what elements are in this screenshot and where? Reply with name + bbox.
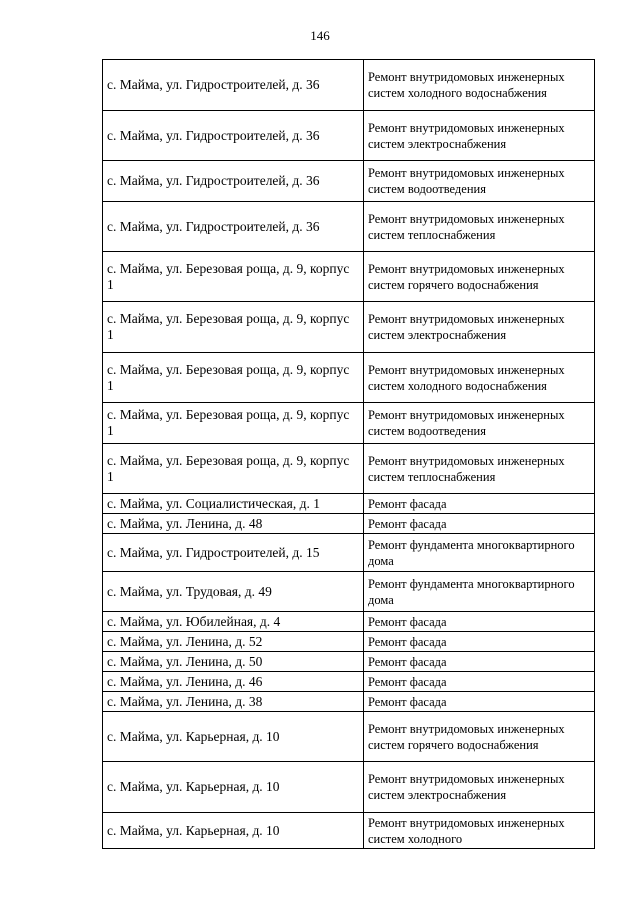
work-type-cell: Ремонт фасада — [364, 672, 595, 692]
work-type-cell: Ремонт внутридомовых инженерных систем электроснабжения — [364, 302, 595, 353]
address-cell: с. Майма, ул. Карьерная, д. 10 — [103, 712, 364, 762]
work-type-cell: Ремонт фасада — [364, 494, 595, 514]
page-number: 146 — [310, 28, 330, 43]
work-type-cell: Ремонт внутридомовых инженерных систем теплоснабжения — [364, 202, 595, 252]
work-type-cell: Ремонт внутридомовых инженерных систем электроснабжения — [364, 111, 595, 161]
work-type-cell: Ремонт фасада — [364, 612, 595, 632]
table-row — [103, 444, 595, 494]
table-row — [103, 494, 595, 514]
table-row — [103, 672, 595, 692]
work-type-cell: Ремонт внутридомовых инженерных систем холодного — [364, 813, 595, 849]
table-row — [103, 572, 595, 612]
address-cell: с. Майма, ул. Карьерная, д. 10 — [103, 813, 364, 849]
address-cell: с. Майма, ул. Березовая роща, д. 9, корпус 1 — [103, 302, 364, 353]
address-cell: с. Майма, ул. Карьерная, д. 10 — [103, 762, 364, 813]
work-type-cell: Ремонт фундамента многоквартирного дома — [364, 534, 595, 572]
address-cell: с. Майма, ул. Гидростроителей, д. 36 — [103, 111, 364, 161]
address-cell: с. Майма, ул. Ленина, д. 38 — [103, 692, 364, 712]
address-cell: с. Майма, ул. Гидростроителей, д. 36 — [103, 161, 364, 202]
table-row — [103, 202, 595, 252]
work-type-cell: Ремонт внутридомовых инженерных систем водоотведения — [364, 403, 595, 444]
work-type-cell: Ремонт внутридомовых инженерных систем горячего водоснабжения — [364, 712, 595, 762]
table-row — [103, 632, 595, 652]
table-row — [103, 692, 595, 712]
work-type-cell: Ремонт внутридомовых инженерных систем теплоснабжения — [364, 444, 595, 494]
work-type-cell: Ремонт фундамента многоквартирного дома — [364, 572, 595, 612]
table-row — [103, 353, 595, 403]
address-cell: с. Майма, ул. Ленина, д. 46 — [103, 672, 364, 692]
address-cell: с. Майма, ул. Трудовая, д. 49 — [103, 572, 364, 612]
address-cell: с. Майма, ул. Березовая роща, д. 9, корпус 1 — [103, 353, 364, 403]
table-row — [103, 712, 595, 762]
work-type-cell: Ремонт внутридомовых инженерных систем водоотведения — [364, 161, 595, 202]
repair-table — [102, 59, 595, 849]
address-cell: с. Майма, ул. Гидростроителей, д. 36 — [103, 202, 364, 252]
table-row — [103, 161, 595, 202]
table-row — [103, 534, 595, 572]
table-row — [103, 762, 595, 813]
address-cell: с. Майма, ул. Березовая роща, д. 9, корпус 1 — [103, 444, 364, 494]
work-type-cell: Ремонт фасада — [364, 514, 595, 534]
address-cell: с. Майма, ул. Социалистическая, д. 1 — [103, 494, 364, 514]
table-row — [103, 403, 595, 444]
work-type-cell: Ремонт внутридомовых инженерных систем электроснабжения — [364, 762, 595, 813]
table-row — [103, 652, 595, 672]
address-cell: с. Майма, ул. Березовая роща, д. 9, корпус 1 — [103, 403, 364, 444]
address-cell: с. Майма, ул. Березовая роща, д. 9, корпус 1 — [103, 252, 364, 302]
address-cell: с. Майма, ул. Ленина, д. 48 — [103, 514, 364, 534]
table-row — [103, 612, 595, 632]
address-cell: с. Майма, ул. Ленина, д. 52 — [103, 632, 364, 652]
table-row — [103, 813, 595, 849]
address-cell: с. Майма, ул. Гидростроителей, д. 36 — [103, 60, 364, 111]
table-row — [103, 111, 595, 161]
table-row — [103, 60, 595, 111]
address-cell: с. Майма, ул. Гидростроителей, д. 15 — [103, 534, 364, 572]
work-type-cell: Ремонт фасада — [364, 632, 595, 652]
work-type-cell: Ремонт фасада — [364, 692, 595, 712]
work-type-cell: Ремонт фасада — [364, 652, 595, 672]
work-type-cell: Ремонт внутридомовых инженерных систем холодного водоснабжения — [364, 60, 595, 111]
address-cell: с. Майма, ул. Ленина, д. 50 — [103, 652, 364, 672]
table-row — [103, 252, 595, 302]
table-row — [103, 514, 595, 534]
work-type-cell: Ремонт внутридомовых инженерных систем горячего водоснабжения — [364, 252, 595, 302]
table-row — [103, 302, 595, 353]
work-type-cell: Ремонт внутридомовых инженерных систем холодного водоснабжения — [364, 353, 595, 403]
address-cell: с. Майма, ул. Юбилейная, д. 4 — [103, 612, 364, 632]
